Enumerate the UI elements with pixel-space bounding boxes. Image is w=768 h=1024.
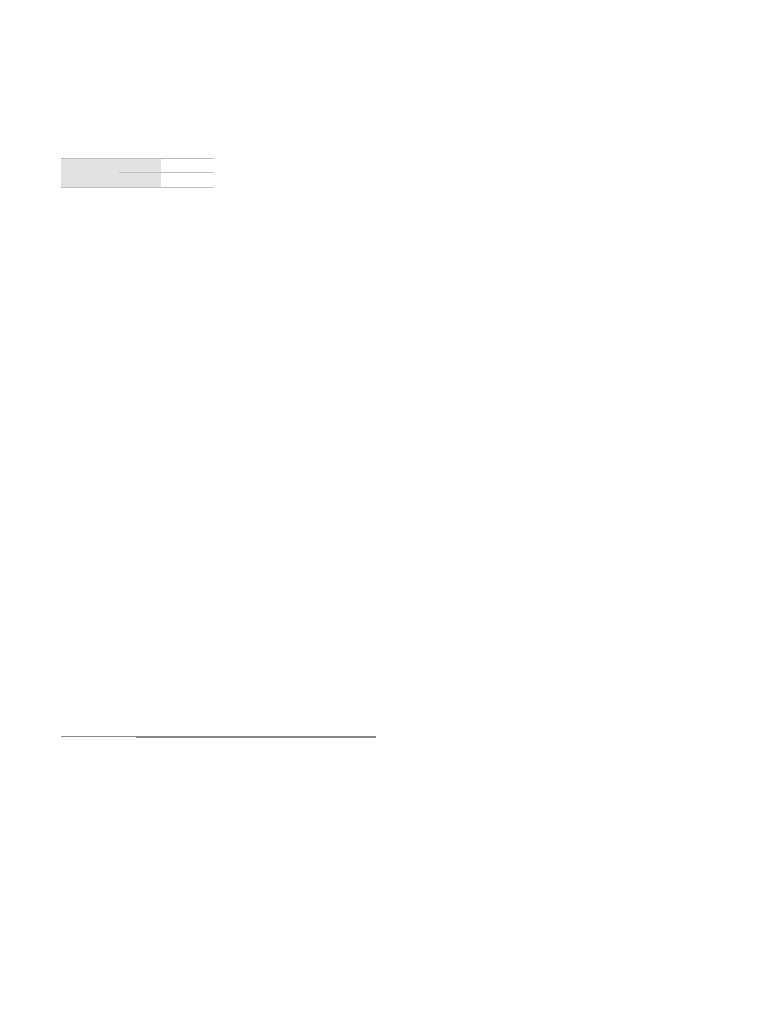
statistics-row-label xyxy=(61,173,119,187)
statistics-row-value xyxy=(161,173,214,187)
frequency-table xyxy=(61,736,376,738)
frequency-grid xyxy=(61,736,376,738)
header-percent xyxy=(196,737,241,738)
header-cumulative-percent xyxy=(306,737,376,738)
header-frequency xyxy=(136,737,196,738)
statistics-variable-name xyxy=(61,145,214,158)
statistics-row-value xyxy=(161,159,214,173)
statistics-row xyxy=(61,159,214,173)
statistics-row-sublabel xyxy=(119,173,161,187)
statistics-title xyxy=(61,129,214,145)
statistics-row xyxy=(61,173,214,187)
header-valid-percent xyxy=(241,737,306,738)
statistics-grid xyxy=(61,158,214,188)
header-blank xyxy=(61,737,136,738)
statistics-row-label xyxy=(61,159,119,173)
statistics-table xyxy=(61,129,214,190)
statistics-row-sublabel xyxy=(119,159,161,173)
